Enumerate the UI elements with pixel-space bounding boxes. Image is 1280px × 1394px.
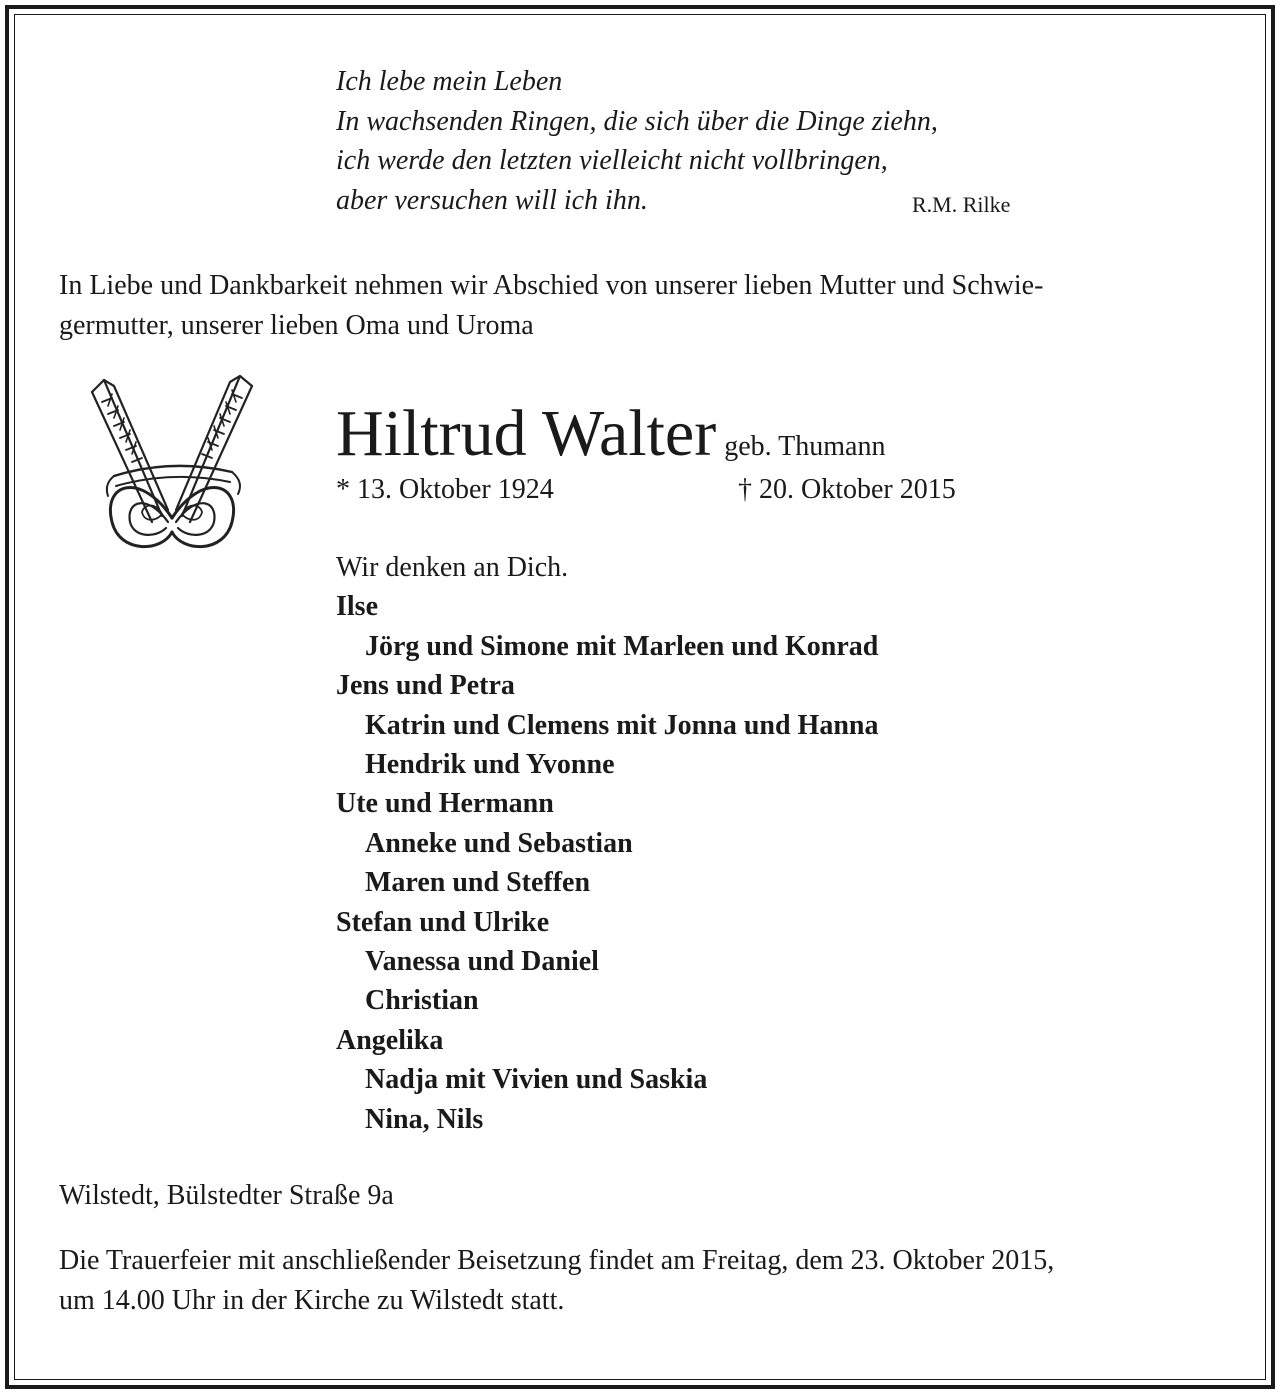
remembrance-line: Wir denken an Dich. [336,552,569,583]
mourner-name: Jörg und Simone mit Marleen und Konrad [365,630,879,662]
mourner-name: Nadja mit Vivien und Saskia [365,1064,708,1096]
death-date: † 20. Oktober 2015 [738,474,956,505]
mourner-name: Angelika [336,1024,444,1056]
mourners-block [336,548,878,1139]
birth-date: * 13. Oktober 1924 [336,474,554,505]
mourner-name: Maren und Steffen [365,867,591,899]
address: Wilstedt, Bülstedter Straße 9a [59,1180,394,1211]
poem-line: aber versuchen will ich ihn. [336,184,648,216]
poem-line: In wachsenden Ringen, die sich über die Dinge ziehn, [336,105,938,137]
deceased-name-row [336,394,885,474]
poem-line: ich werde den letzten vielleicht nicht vollbringen, [336,145,888,176]
wheat-pretzel-emblem-icon [82,372,262,562]
mourner-name: Vanessa und Daniel [365,946,599,978]
mourner-name: Ute und Hermann [336,788,554,820]
poem [336,62,1036,220]
intro-line: germutter, unserer lieben Oma und Uroma [59,310,534,341]
mourner-name: Anneke und Sebastian [365,827,633,859]
intro-line: In Liebe und Dankbarkeit nehmen wir Abschied von unserer lieben Mutter und Schwie- [59,270,1044,301]
service-line: um 14.00 Uhr in der Kirche zu Wilstedt statt. [59,1285,565,1316]
poem-author: R.M. Rilke [912,191,1011,217]
mourner-name: Nina, Nils [365,1103,484,1135]
mourner-name: Jens und Petra [336,670,515,702]
mourner-name: Katrin und Clemens mit Jonna und Hanna [365,709,879,741]
intro-text [59,266,1229,346]
birth-name: geb. Thumann [724,431,886,462]
deceased-name: Hiltrud Walter [336,397,717,470]
service-line: Die Trauerfeier mit anschließender Beisetzung findet am Freitag, dem 23. Oktober 2015, [59,1245,1055,1276]
mourner-name: Stefan und Ulrike [336,906,550,938]
poem-line: Ich lebe mein Leben [336,66,563,97]
service-info [59,1241,1054,1321]
mourner-name: Ilse [336,591,378,623]
mourner-name: Christian [365,985,479,1017]
mourner-name: Hendrik und Yvonne [365,749,615,781]
poem-line-last [336,181,1036,221]
